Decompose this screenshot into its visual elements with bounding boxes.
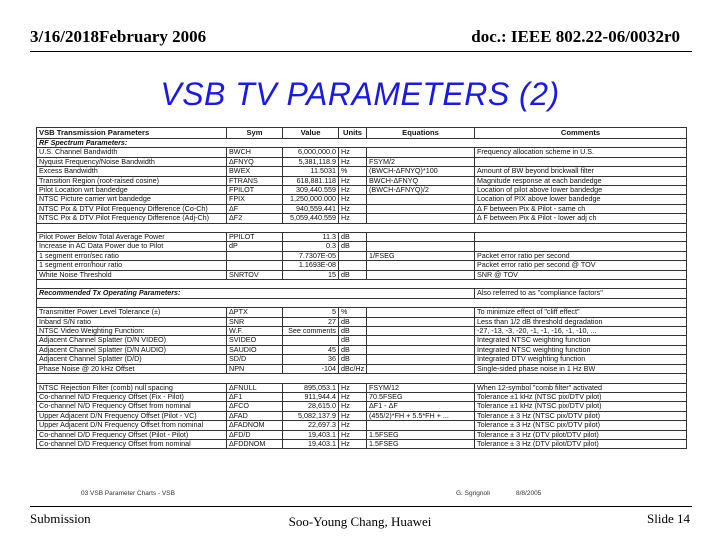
units-cell: Hz <box>339 439 367 448</box>
sym-cell: FPIX <box>227 195 283 204</box>
equation-cell: (BWCH-ΔFNYQ)/2 <box>367 186 475 195</box>
param-cell: Upper Adjacent D/N Frequency Offset (Pilot - VC) <box>37 411 227 420</box>
slide-title: VSB TV PARAMETERS (2) <box>160 76 560 112</box>
units-cell: Hz <box>339 176 367 185</box>
sym-cell: SNR <box>227 317 283 326</box>
table-row <box>37 345 687 354</box>
value-cell: 45 <box>283 345 339 354</box>
units-cell: dBc/Hz <box>339 364 367 373</box>
sym-cell: ΔFNULL <box>227 383 283 392</box>
value-cell: 309,440.559 <box>283 186 339 195</box>
param-cell: NTSC Pix & DTV Pilot Frequency Difference (Co-Ch) <box>37 204 227 213</box>
value-cell: 5,059,440.559 <box>283 214 339 223</box>
table-row <box>37 430 687 439</box>
equation-cell: 1.5FSEG <box>367 430 475 439</box>
equation-cell <box>367 148 475 157</box>
col-header-comments: Comments <box>475 128 687 139</box>
table-row <box>37 270 687 279</box>
spacer-cell <box>37 374 687 383</box>
units-cell <box>339 251 367 260</box>
param-cell: Upper Adjacent D/N Frequency Offset from nominal <box>37 421 227 430</box>
value-cell: 36 <box>283 355 339 364</box>
sym-cell: ΔF <box>227 204 283 213</box>
sym-cell: PPILOT <box>227 233 283 242</box>
value-cell: -104 <box>283 364 339 373</box>
equation-cell <box>367 317 475 326</box>
units-cell: dB <box>339 336 367 345</box>
param-cell: Co-channel N/D Frequency Offset (Fix - Pilot) <box>37 392 227 401</box>
value-cell: 22,697.3 <box>283 421 339 430</box>
param-cell: Co-channel D/D Frequency Offset (Pilot - Pilot) <box>37 430 227 439</box>
value-cell: 19,403.1 <box>283 439 339 448</box>
units-cell: % <box>339 308 367 317</box>
value-cell: 5,082,137.9 <box>283 411 339 420</box>
comment-cell: Frequency allocation scheme in U.S. <box>475 148 687 157</box>
param-cell: Transmitter Power Level Tolerance (±) <box>37 308 227 317</box>
equation-cell <box>367 233 475 242</box>
equation-cell: 70.5FSEG <box>367 392 475 401</box>
table-row <box>37 421 687 430</box>
col-header-sym: Sym <box>227 128 283 139</box>
spacer-cell <box>37 280 687 289</box>
comment-cell: To minimize effect of "cliff effect" <box>475 308 687 317</box>
equation-cell <box>367 355 475 364</box>
value-cell: 0.3 <box>283 242 339 251</box>
param-cell: 1 segment error/sec ratio <box>37 251 227 260</box>
table-row <box>37 439 687 448</box>
sheet-footer-date: 8/8/2005 <box>516 490 542 497</box>
param-cell: Inband S/N ratio <box>37 317 227 326</box>
sym-cell: ΔFCO <box>227 402 283 411</box>
units-cell: Hz <box>339 186 367 195</box>
sheet-footer-author: G. Sgrignoli <box>456 490 490 497</box>
value-cell: 618,881.118 <box>283 176 339 185</box>
comment-cell: Integrated DTV weighting function <box>475 355 687 364</box>
footer-author: Soo-Young Chang, Huawei <box>288 514 432 529</box>
param-cell: U.S. Channel Bandwidth <box>37 148 227 157</box>
sheet-footer-file: 03 VSB Parameter Charts - VSB <box>81 490 175 497</box>
comment-cell: Packet error ratio per second @ TOV <box>475 261 687 270</box>
sym-cell: SAUDIO <box>227 345 283 354</box>
units-cell: Hz <box>339 430 367 439</box>
comment-cell: Integrated NTSC weighting function <box>475 336 687 345</box>
col-header-value: Value <box>283 128 339 139</box>
table-row <box>37 411 687 420</box>
units-cell: dB <box>339 242 367 251</box>
sym-cell: FPILOT <box>227 186 283 195</box>
value-cell: 1.1693E-08 <box>283 261 339 270</box>
table-row <box>37 336 687 345</box>
sheet-footer <box>36 488 686 499</box>
sym-cell: SD/D <box>227 355 283 364</box>
col-header-units: Units <box>339 128 367 139</box>
sym-cell: BWCH <box>227 148 283 157</box>
units-cell: dB <box>339 233 367 242</box>
header-rule <box>30 51 692 52</box>
comment-cell: Tolerance ± 3 Hz (NTSC pix/DTV pilot) <box>475 411 687 420</box>
param-cell: NTSC Rejection Filter (comb) null spacing <box>37 383 227 392</box>
units-cell: dB <box>339 327 367 336</box>
table-row <box>37 157 687 166</box>
comment-cell: Tolerance ± 3 Hz (DTV pilot/DTV pilot) <box>475 439 687 448</box>
sym-cell: FTRANS <box>227 176 283 185</box>
value-cell <box>283 336 339 345</box>
table-row <box>37 195 687 204</box>
sym-cell: ΔFD/D <box>227 430 283 439</box>
sym-cell: ΔPTX <box>227 308 283 317</box>
spacer-cell <box>37 298 687 307</box>
table-spacer-row <box>37 298 687 307</box>
param-cell: NTSC Video Weighting Function: <box>37 327 227 336</box>
table-spacer-row <box>37 280 687 289</box>
section-title: RF Spectrum Parameters: <box>37 139 687 148</box>
param-cell: NTSC Picture carrier wrt bandedge <box>37 195 227 204</box>
units-cell: Hz <box>339 214 367 223</box>
value-cell: 895,053.1 <box>283 383 339 392</box>
equation-cell: 1/FSEG <box>367 251 475 260</box>
table-body <box>37 139 687 449</box>
comment-cell: When 12-symbol "comb filter" activated <box>475 383 687 392</box>
param-cell: Co-channel D/D Frequency Offset from nominal <box>37 439 227 448</box>
value-cell: 27 <box>283 317 339 326</box>
sym-cell: ΔFAD <box>227 411 283 420</box>
units-cell: dB <box>339 355 367 364</box>
units-cell: dB <box>339 345 367 354</box>
table-row <box>37 176 687 185</box>
value-cell: 1,250,000.000 <box>283 195 339 204</box>
sym-cell <box>227 261 283 270</box>
comment-cell: Tolerance ± 3 Hz (DTV pilot/DTV pilot) <box>475 430 687 439</box>
header-date: 3/16/2018February 2006 <box>30 27 207 46</box>
sym-cell: ΔF2 <box>227 214 283 223</box>
section-comment: Also referred to as "compliance factors" <box>475 289 687 298</box>
sym-cell: ΔFNYQ <box>227 157 283 166</box>
comment-cell <box>475 242 687 251</box>
col-header-parameter: VSB Transmission Parameters <box>37 128 227 139</box>
equation-cell <box>367 242 475 251</box>
col-header-equations: Equations <box>367 128 475 139</box>
equation-cell <box>367 214 475 223</box>
value-cell: 19,403.1 <box>283 430 339 439</box>
table-row <box>37 214 687 223</box>
table-section-row <box>37 289 687 298</box>
comment-cell: Integrated NTSC weighting function <box>475 345 687 354</box>
equation-cell: FSYM/12 <box>367 383 475 392</box>
param-cell: Adjacent Channel Splatter (D/N VIDEO) <box>37 336 227 345</box>
comment-cell: Tolerance ±1 kHz (NTSC pix/DTV pilot) <box>475 402 687 411</box>
comment-cell: Less than 1/2 dB threshold degradation <box>475 317 687 326</box>
comment-cell: Location of pilot above lower bandedge <box>475 186 687 195</box>
param-cell: 1 segment error/hour ratio <box>37 261 227 270</box>
units-cell: dB <box>339 317 367 326</box>
sym-cell: W.F. <box>227 327 283 336</box>
footer-submission: Submission <box>30 511 91 526</box>
equation-cell <box>367 364 475 373</box>
header-doc-id: doc.: IEEE 802.22-06/0032r0 <box>471 27 680 46</box>
comment-cell: Δ F between Pix & Pilot - same ch <box>475 204 687 213</box>
equation-cell <box>367 261 475 270</box>
units-cell: Hz <box>339 402 367 411</box>
table-row <box>37 167 687 176</box>
sym-cell: NPN <box>227 364 283 373</box>
value-cell: 11.5031 <box>283 167 339 176</box>
sym-cell: dP <box>227 242 283 251</box>
comment-cell: Magnitude response at each bandedge <box>475 176 687 185</box>
equation-cell <box>367 308 475 317</box>
units-cell: Hz <box>339 204 367 213</box>
comment-cell: Tolerance ± 3 Hz (NTSC pix/DTV pilot) <box>475 421 687 430</box>
units-cell: Hz <box>339 383 367 392</box>
equation-cell: 1.5FSEG <box>367 439 475 448</box>
value-cell: 940,559.441 <box>283 204 339 213</box>
table-row <box>37 383 687 392</box>
equation-cell: BWCH-ΔFNYQ <box>367 176 475 185</box>
comment-cell <box>475 157 687 166</box>
equation-cell: ΔF1 - ΔF <box>367 402 475 411</box>
param-cell: White Noise Threshold <box>37 270 227 279</box>
units-cell: % <box>339 167 367 176</box>
param-cell: Adjacent Channel Splatter (D/N AUDIO) <box>37 345 227 354</box>
param-cell: Co-channel N/D Frequency Offset from nominal <box>37 402 227 411</box>
equation-cell: (BWCH-ΔFNYQ)*100 <box>367 167 475 176</box>
units-cell <box>339 261 367 270</box>
param-cell: Pilot Location wrt bandedge <box>37 186 227 195</box>
value-cell: 5 <box>283 308 339 317</box>
equation-cell: (455/2)*FH + 5.5*FH + ... <box>367 411 475 420</box>
units-cell: Hz <box>339 392 367 401</box>
table-row <box>37 148 687 157</box>
param-cell: Phase Noise @ 20 kHz Offset <box>37 364 227 373</box>
equation-cell <box>367 345 475 354</box>
table-section-row <box>37 139 687 148</box>
table-row <box>37 355 687 364</box>
vsb-parameters-table <box>36 127 686 501</box>
param-cell: Increase in AC Data Power due to Pilot <box>37 242 227 251</box>
equation-cell <box>367 204 475 213</box>
table-header-row <box>37 128 687 139</box>
equation-cell <box>367 270 475 279</box>
section-title: Recommended Tx Operating Parameters: <box>37 289 475 298</box>
comment-cell <box>475 233 687 242</box>
sym-cell: ΔFDDNOM <box>227 439 283 448</box>
comment-cell: Amount of BW beyond brickwall filter <box>475 167 687 176</box>
footer-slide-number: Slide 14 <box>647 511 690 526</box>
comment-cell: Single-sided phase noise in 1 Hz BW <box>475 364 687 373</box>
table-row <box>37 204 687 213</box>
sym-cell: BWEX <box>227 167 283 176</box>
param-cell: Nyquist Frequency/Noise Bandwidth <box>37 157 227 166</box>
param-cell: Pilot Power Below Total Average Power <box>37 233 227 242</box>
units-cell: Hz <box>339 148 367 157</box>
comment-cell: Location of PIX above lower bandedge <box>475 195 687 204</box>
equation-cell <box>367 327 475 336</box>
table-spacer-row <box>37 223 687 232</box>
param-cell: NTSC Pix & DTV Pilot Frequency Difference (Adj-Ch) <box>37 214 227 223</box>
equation-cell <box>367 421 475 430</box>
comment-cell: -27, -13, -3, -20, -1, -1, -16, -1, -10, ... <box>475 327 687 336</box>
value-cell: 5,381,118.9 <box>283 157 339 166</box>
table-row <box>37 308 687 317</box>
table-row <box>37 186 687 195</box>
value-cell: 7.7307E-05 <box>283 251 339 260</box>
table-spacer-row <box>37 374 687 383</box>
param-cell: Excess Bandwidth <box>37 167 227 176</box>
equation-cell <box>367 336 475 345</box>
sym-cell: SVIDEO <box>227 336 283 345</box>
comment-cell: SNR @ TOV <box>475 270 687 279</box>
table-row <box>37 392 687 401</box>
equation-cell: FSYM/2 <box>367 157 475 166</box>
value-cell: 28,615.0 <box>283 402 339 411</box>
table-row <box>37 261 687 270</box>
units-cell: Hz <box>339 195 367 204</box>
param-cell: Transition Region (root-raised cosine) <box>37 176 227 185</box>
table-row <box>37 233 687 242</box>
comment-cell: Packet error ratio per second <box>475 251 687 260</box>
sym-cell: SNRTOV <box>227 270 283 279</box>
spacer-cell <box>37 223 687 232</box>
table-row <box>37 402 687 411</box>
units-cell: Hz <box>339 157 367 166</box>
value-cell: 6,000,000.0 <box>283 148 339 157</box>
table-row <box>37 242 687 251</box>
units-cell: Hz <box>339 421 367 430</box>
sym-cell: ΔFADNOM <box>227 421 283 430</box>
comment-cell: Tolerance ±1 kHz (NTSC pix/DTV pilot) <box>475 392 687 401</box>
table-row <box>37 364 687 373</box>
comment-cell: Δ F between Pix & Pilot - lower adj ch <box>475 214 687 223</box>
value-cell: 911,944.4 <box>283 392 339 401</box>
table-row <box>37 317 687 326</box>
sym-cell <box>227 251 283 260</box>
footer-rule <box>30 506 692 507</box>
table-row <box>37 251 687 260</box>
units-cell: dB <box>339 270 367 279</box>
value-cell: See comments <box>283 327 339 336</box>
equation-cell <box>367 195 475 204</box>
sym-cell: ΔF1 <box>227 392 283 401</box>
table-row <box>37 327 687 336</box>
param-cell: Adjacent Channel Splatter (D/D) <box>37 355 227 364</box>
value-cell: 15 <box>283 270 339 279</box>
units-cell: Hz <box>339 411 367 420</box>
value-cell: 11.3 <box>283 233 339 242</box>
